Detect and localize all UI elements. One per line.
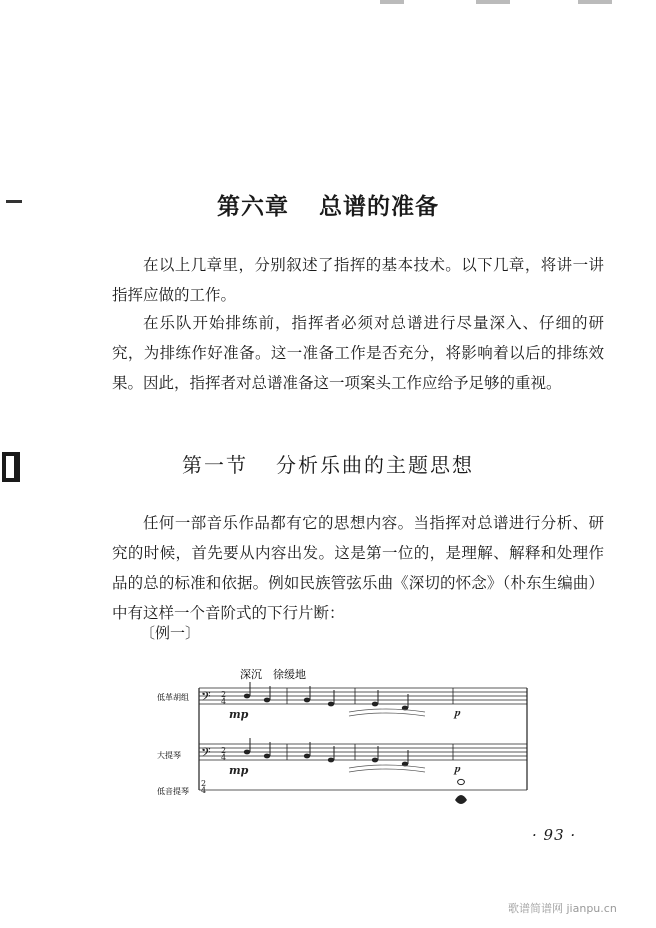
score-instrument-label: 大提琴 — [157, 751, 181, 760]
dynamic-marking: mp — [229, 764, 249, 777]
bass-clef-icon: 𝄢 — [201, 745, 211, 763]
svg-text:4: 4 — [221, 753, 227, 762]
svg-text:2: 2 — [221, 746, 227, 755]
section-title — [0, 449, 656, 478]
svg-text:𝆏: 𝆏 — [455, 705, 462, 719]
section-number: 第一节 — [182, 453, 248, 477]
example-label: 〔例一〕 — [140, 624, 201, 642]
dynamic-marking: mp — [229, 708, 249, 721]
svg-text:4: 4 — [201, 786, 207, 795]
music-score-excerpt — [155, 662, 535, 810]
chapter-title — [0, 188, 656, 221]
paragraph-intro: 在以上几章里，分别叙述了指挥的基本技术。以下几章，将讲一讲指挥应做的工作。 — [112, 256, 604, 304]
svg-text:𝆏: 𝆏 — [455, 761, 462, 775]
section-name: 分析乐曲的主题思想 — [276, 453, 474, 477]
paragraph-content: 任何一部音乐作品都有它的思想内容。当指挥对总谱进行分析、研究的时候，首先要从内容出发。这是第一位的，是理解、解释和处理作品的总的标准和依据。例如民族管弦乐曲《深切的怀念》（朴东生编曲）中有这样一个音阶式的下行片断： — [112, 514, 604, 622]
score-instrument-label: 低音提琴 — [157, 787, 189, 796]
svg-text:2: 2 — [201, 779, 207, 788]
watermark: 歌谱简谱网 jianpu.cn — [508, 902, 617, 915]
chapter-number: 第六章 — [217, 194, 289, 220]
bass-clef-icon: 𝄢 — [201, 689, 211, 707]
score-tempo-marking: 深沉 徐缓地 — [240, 668, 306, 681]
paragraph-preparation: 在乐队开始排练前，指挥者必须对总谱进行尽量深入、仔细的研究，为排练作好准备。这一准备工作是否充分，将影响着以后的排练效果。因此，指挥者对总谱准备这一项案头工作应给予足够的重视。 — [112, 314, 604, 392]
page-number: · 93 · — [532, 826, 577, 844]
score-instrument-label: 低革胡组 — [157, 693, 189, 702]
svg-text:4: 4 — [221, 697, 227, 706]
chapter-name: 总谱的准备 — [319, 194, 439, 220]
svg-text:2: 2 — [221, 690, 227, 699]
